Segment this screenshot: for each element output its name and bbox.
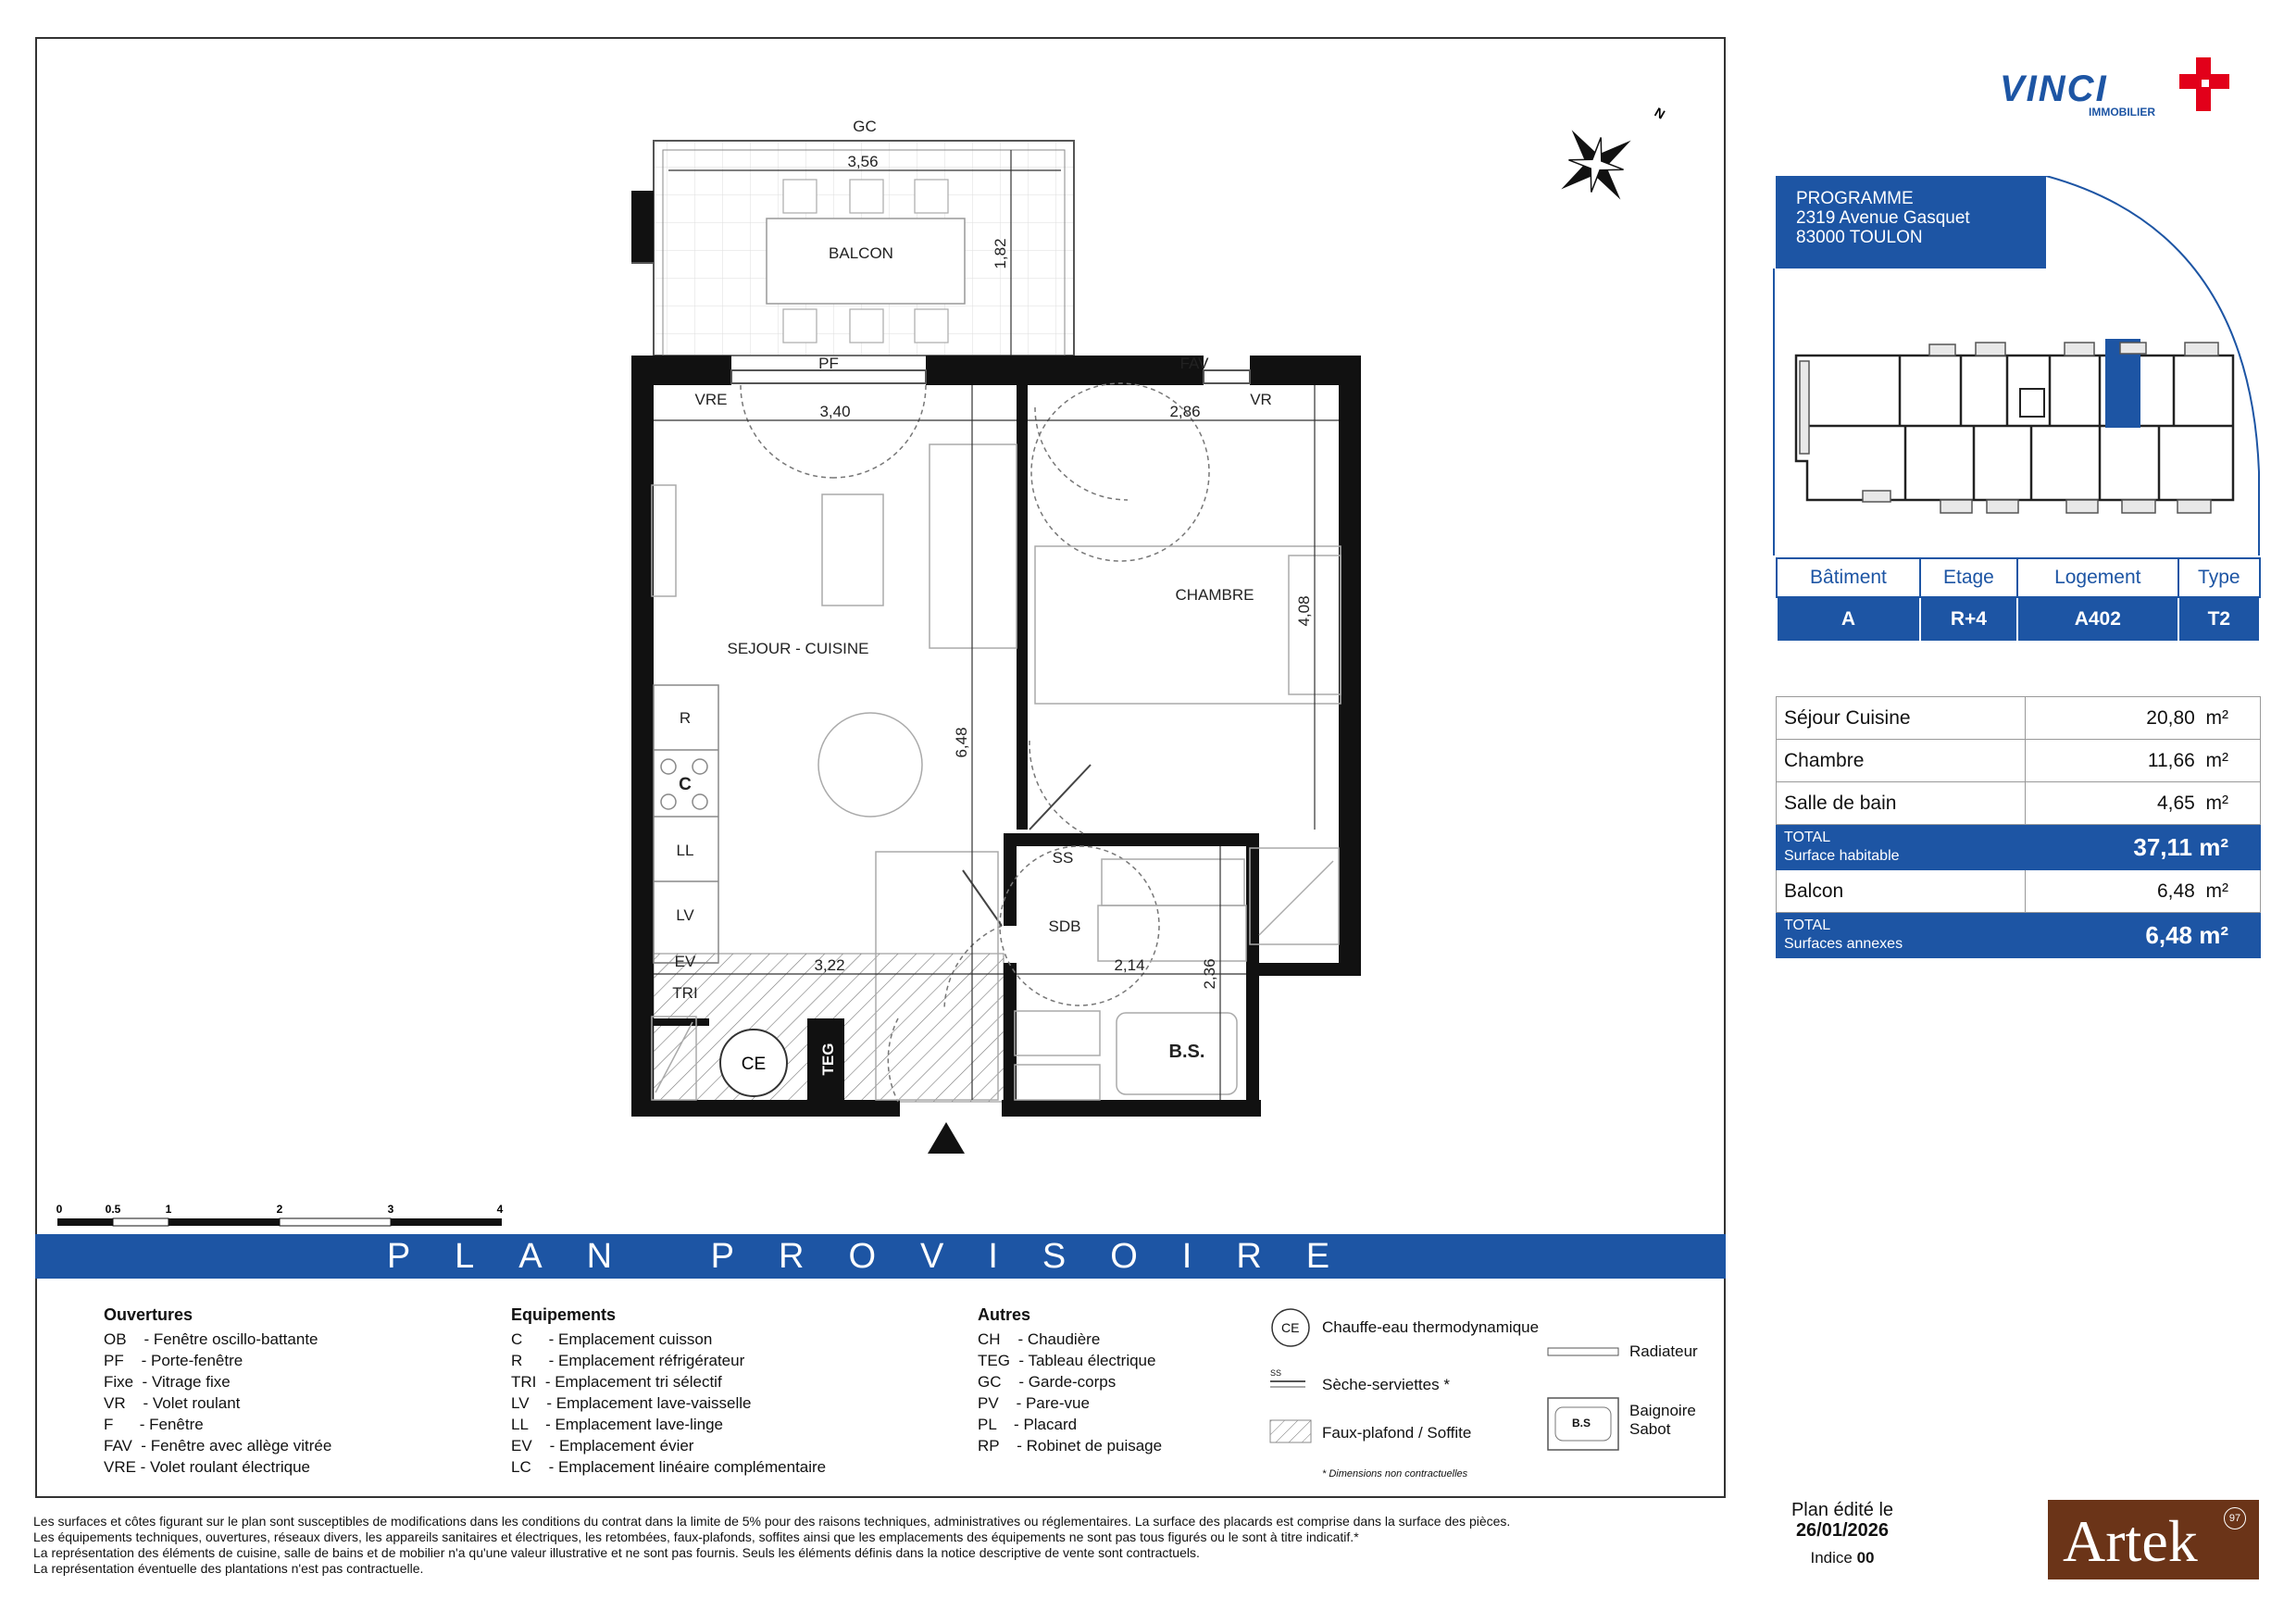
legend-ouvertures (104, 1305, 331, 1478)
sejour-width-dim: 3,40 (819, 403, 851, 420)
artek-logo-text: Artek (2063, 1508, 2198, 1574)
footer-disclaimer: Les surfaces et côtes figurant sur le plan sont susceptibles de modifications dans les conditions du contrat dans la limite de 5% pour des raisons techniques, administratives ou réglementaires. La surface des placards est comprise dans la surface des pièces. Les équipements techniques, ouvertures, réseaux divers, les appareils sanitaires et électriques, les retombées, faux-plafonds, soffites ainsi que les emplacements des équipements ne sont pas tous figurés ou le sont à titre indicatif.* La représentation des éléments de cuisine, salle de bains et de mobilier n'a qu'une valeur illustrative et ne sont pas fournis. Seuls les éléments définis dans la notice descriptive de vente sont contractuels. La représentation éventuelle des plantations n'est pas contractuelle. (33, 1514, 1511, 1576)
legend-autres-title: Autres (978, 1305, 1031, 1324)
legend-bain-label2: Sabot (1629, 1420, 1671, 1438)
legend-equipements-item: LL - Emplacement lave-linge (511, 1416, 723, 1433)
artek-logo-mark: 97 (2224, 1507, 2246, 1529)
bathtub-label: B.S. (1168, 1042, 1205, 1062)
legend-equipements-item: C - Emplacement cuisson (511, 1330, 713, 1348)
programme-address2: 83000 TOULON (1796, 228, 1923, 247)
dishwasher-label: LV (676, 906, 694, 924)
programme-title: PROGRAMME (1796, 189, 1914, 208)
surface-value-sejour: 20,80 m² (2025, 697, 2260, 740)
room-balcon: BALCON (829, 244, 893, 262)
surface-value-balcon: 6,48 m² (2025, 870, 2260, 913)
legend-ouvertures-item: F - Fenêtre (104, 1416, 204, 1433)
fridge-label: R (679, 709, 692, 727)
legend-fp-label: Faux-plafond / Soffite (1322, 1424, 1472, 1442)
entrance-arrow-icon (928, 1122, 965, 1154)
room-sdb: SDB (1048, 918, 1081, 935)
hall-width-dim: 3,22 (814, 956, 845, 974)
artek-logo (2048, 1500, 2259, 1579)
chambre-depth-dim: 4,08 (1295, 595, 1313, 627)
legend-autres-list (978, 1329, 1162, 1456)
legend-equipements-item: TRI - Emplacement tri sélectif (511, 1373, 722, 1391)
legend-ouvertures-item: FAV - Fenêtre avec allège vitrée (104, 1437, 332, 1454)
floor-keyplan (1770, 176, 2270, 556)
legend-equipements-item: R - Emplacement réfrigérateur (511, 1352, 745, 1369)
legend-equipements-item: LV - Emplacement lave-vaisselle (511, 1394, 752, 1412)
svg-text:N: N (1652, 104, 1668, 122)
sejour-depth-dim: 6,48 (953, 727, 970, 758)
edition-date: 26/01/2026 (1795, 1520, 1890, 1541)
fav-label: FAV (1179, 355, 1209, 372)
edition-line1: Plan édité le (1791, 1500, 1894, 1520)
legend-ouvertures-item: OB - Fenêtre oscillo-battante (104, 1330, 318, 1348)
surface-label-sdb: Salle de bain (1777, 782, 2026, 825)
legend-ouvertures-item: VRE - Volet roulant électrique (104, 1458, 311, 1476)
lot-table (1776, 557, 2261, 643)
north-compass-icon (1537, 105, 1667, 224)
balcony-depth-dim: 1,82 (992, 238, 1009, 269)
legend-equipements-item: EV - Emplacement évier (511, 1437, 694, 1454)
lot-header-logement: Logement (2017, 558, 2178, 597)
legend-ss-label: Sèche-serviettes * (1322, 1376, 1450, 1393)
legend-autres-item: GC - Garde-corps (978, 1373, 1117, 1391)
total-habitable-label: TOTAL Surface habitable (1777, 825, 2026, 870)
legend-note: * Dimensions non contractuelles (1322, 1468, 1468, 1479)
legend-ouvertures-title: Ouvertures (104, 1305, 193, 1324)
lot-header-etage: Etage (1920, 558, 2017, 597)
legend-autres-item: PL - Placard (978, 1416, 1078, 1433)
legend-autres-item: PV - Pare-vue (978, 1394, 1090, 1412)
scale-tick-0: 0 (56, 1203, 63, 1216)
surfaces-table (1776, 696, 2261, 958)
edition-indice: Indice 00 (1810, 1549, 1875, 1567)
legend-ss-symbol: SS (1270, 1368, 1282, 1378)
scale-tick-4: 4 (496, 1203, 504, 1216)
total-habitable-value: 37,11 m² (2025, 825, 2260, 870)
legend-equipements (511, 1305, 826, 1478)
surface-value-sdb: 4,65 m² (2025, 782, 2260, 825)
legend-ouvertures-item: VR - Volet roulant (104, 1394, 241, 1412)
programme-address1: 2319 Avenue Gasquet (1796, 208, 1970, 228)
lot-value-logement: A402 (2017, 597, 2178, 642)
room-chambre: CHAMBRE (1175, 586, 1254, 604)
legend-ouvertures-list (104, 1329, 331, 1478)
total-annexes-row (1777, 913, 2261, 958)
vr-label: VR (1250, 391, 1272, 408)
legend-ce-symbol: CE (1281, 1320, 1300, 1335)
vinci-logo-sub: IMMOBILIER (2089, 106, 2155, 119)
lot-value-type: T2 (2178, 597, 2260, 642)
total-annexes-label: TOTAL Surfaces annexes (1777, 913, 2026, 958)
table-row (1777, 740, 2261, 782)
lot-value-batiment: A (1777, 597, 1920, 642)
vre-label: VRE (694, 391, 728, 408)
legend-symbols (1268, 1305, 1713, 1491)
cooktop-label: C (679, 775, 692, 794)
balcony-width-dim: 3,56 (847, 153, 879, 170)
legend-autres-item: RP - Robinet de puisage (978, 1437, 1163, 1454)
scale-tick-05: 0.5 (105, 1203, 121, 1216)
scale-tick-1: 1 (165, 1203, 172, 1216)
lot-value-etage: R+4 (1920, 597, 2017, 642)
surface-value-chambre: 11,66 m² (2025, 740, 2260, 782)
legend-ouvertures-item: PF - Porte-fenêtre (104, 1352, 243, 1369)
washing-machine-label: LL (676, 842, 694, 859)
legend-bs-symbol: B.S (1572, 1417, 1591, 1429)
sdb-width-dim: 2,14 (1114, 956, 1145, 974)
vinci-cross-icon (2174, 54, 2235, 115)
legend-ce-label: Chauffe-eau thermodynamique (1322, 1318, 1540, 1336)
scale-tick-3: 3 (387, 1203, 394, 1216)
legend-autres (978, 1305, 1162, 1456)
plan-provisoire-banner: PLAN PROVISOIRE (35, 1234, 1726, 1279)
towel-dryer-label: SS (1052, 849, 1074, 867)
legend-autres-item: CH - Chaudière (978, 1330, 1101, 1348)
legend-equipements-item: LC - Emplacement linéaire complémentaire (511, 1458, 827, 1476)
legend-equipements-title: Equipements (511, 1305, 617, 1324)
gc-label: GC (853, 118, 877, 135)
scale-tick-2: 2 (276, 1203, 283, 1216)
legend-ouvertures-item: Fixe - Vitrage fixe (104, 1373, 231, 1391)
legend-rad-label: Radiateur (1629, 1342, 1698, 1360)
chambre-width-dim: 2,86 (1169, 403, 1201, 420)
table-row (1777, 870, 2261, 913)
legend-equipements-list (511, 1329, 826, 1478)
legend-bain-label1: Baignoire (1629, 1402, 1696, 1419)
lot-header-batiment: Bâtiment (1777, 558, 1920, 597)
lot-header-type: Type (2178, 558, 2260, 597)
scale-bar (56, 1203, 504, 1226)
water-heater (720, 1030, 787, 1096)
total-habitable-row (1777, 825, 2261, 870)
sdb-depth-dim: 2,36 (1201, 958, 1218, 990)
sorting-label: TRI (672, 984, 698, 1002)
table-row (1777, 782, 2261, 825)
room-sejour: SEJOUR - CUISINE (727, 640, 869, 657)
svg-text:CE: CE (741, 1055, 767, 1074)
vinci-logo (2000, 54, 2240, 119)
total-annexes-value: 6,48 m² (2025, 913, 2260, 958)
legend-autres-item: TEG - Tableau électrique (978, 1352, 1156, 1369)
edition-info (1768, 1500, 1916, 1568)
surface-label-sejour: Séjour Cuisine (1777, 697, 2026, 740)
pf-label: PF (818, 355, 839, 372)
surface-label-balcon: Balcon (1777, 870, 2026, 913)
sink-label: EV (674, 953, 696, 970)
table-row (1777, 697, 2261, 740)
vinci-logo-text: VINCI (2000, 69, 2108, 109)
surface-label-chambre: Chambre (1777, 740, 2026, 782)
electrical-panel-label: TEG (819, 1042, 837, 1076)
